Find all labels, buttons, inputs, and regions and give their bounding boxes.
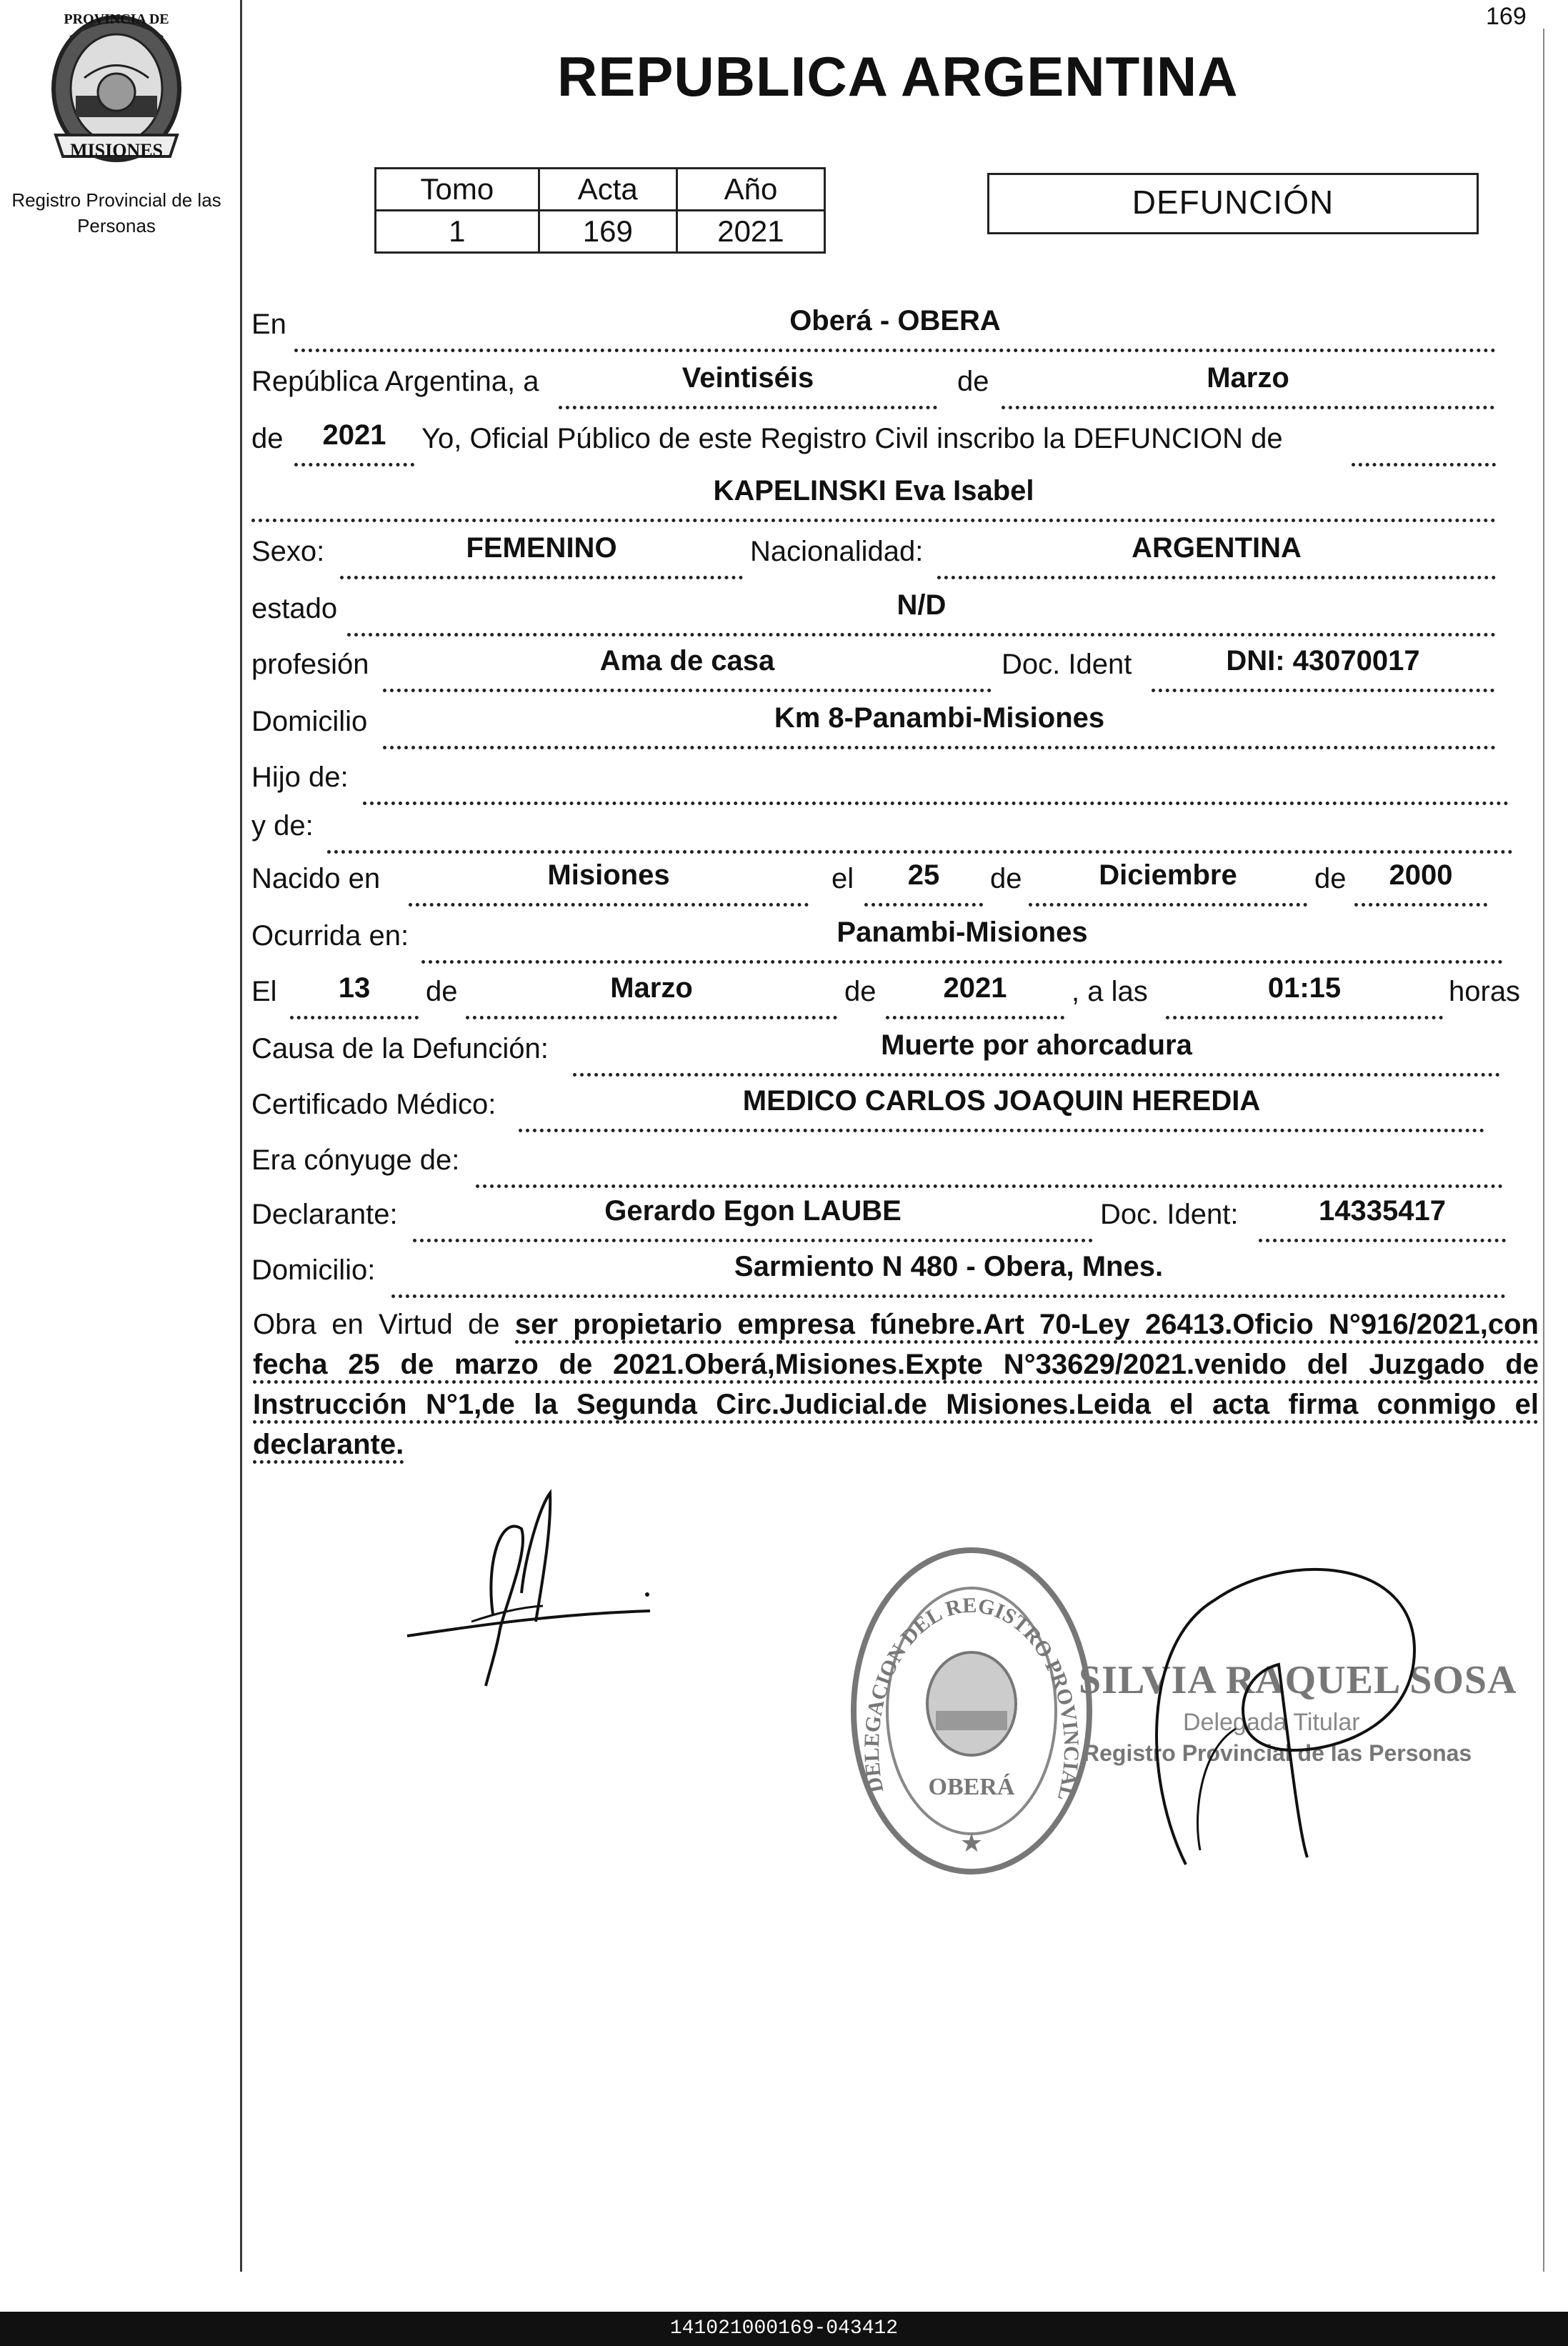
value-anio: 2021 bbox=[676, 211, 824, 253]
field-declarante-domicilio: Sarmiento N 480 - Obera, Mnes. bbox=[391, 1250, 1506, 1298]
field-causa: Muerte por ahorcadura bbox=[573, 1029, 1500, 1077]
field-certificado: MEDICO CARLOS JOAQUIN HEREDIA bbox=[519, 1084, 1484, 1132]
label-estado: estado bbox=[251, 593, 338, 624]
field-deceased-name: KAPELINSKI Eva Isabel bbox=[251, 474, 1496, 522]
label-domicilio: Domicilio bbox=[251, 706, 368, 737]
label-nacionalidad: Nacionalidad: bbox=[750, 536, 924, 567]
label-certificado: Certificado Médico: bbox=[251, 1089, 496, 1120]
field-birth-year: 2000 bbox=[1354, 859, 1487, 907]
seal-ring-text: DELEGACION DEL REGISTRO PROVINCIAL bbox=[859, 1593, 1084, 1802]
page-title: REPUBLICA ARGENTINA bbox=[557, 45, 1239, 108]
official-role: Delegada Titular bbox=[1183, 1709, 1360, 1736]
seal-star-icon: ★ bbox=[959, 1828, 984, 1857]
label-sexo: Sexo: bbox=[251, 536, 325, 567]
field-conyuge bbox=[476, 1140, 1503, 1188]
document-type-box: DEFUNCIÓN bbox=[987, 173, 1479, 234]
right-margin-line bbox=[1543, 29, 1544, 2272]
label-y-de: y de: bbox=[251, 810, 314, 842]
field-inscribo-tail bbox=[1352, 419, 1496, 466]
seal-city-text: OBERÁ bbox=[928, 1774, 1015, 1800]
value-acta: 169 bbox=[539, 211, 676, 253]
field-nacionalidad: ARGENTINA bbox=[937, 531, 1496, 579]
label-republica: República Argentina, a bbox=[251, 366, 539, 397]
field-declarante: Gerardo Egon LAUBE bbox=[413, 1194, 1093, 1242]
official-signature bbox=[1114, 1536, 1443, 1882]
field-birth-place: Misiones bbox=[409, 859, 809, 907]
inscription-text: Yo, Oficial Público de este Registro Civil inscribo la DEFUNCION de bbox=[421, 423, 1283, 454]
label-death-de2: de bbox=[844, 976, 877, 1007]
official-name: SILVIA RAQUEL SOSA bbox=[1079, 1658, 1517, 1702]
field-en: Oberá - OBERA bbox=[294, 304, 1496, 352]
header-tomo: Tomo bbox=[376, 169, 539, 211]
field-year: 2021 bbox=[294, 419, 414, 466]
page-number: 169 bbox=[1486, 3, 1527, 30]
label-declarante-domicilio: Domicilio: bbox=[251, 1254, 376, 1286]
field-birth-month: Diciembre bbox=[1029, 859, 1307, 907]
field-sexo: FEMENINO bbox=[340, 531, 743, 579]
field-death-month: Marzo bbox=[466, 972, 837, 1019]
label-ocurrida: Ocurrida en: bbox=[251, 920, 409, 952]
field-month: Marzo bbox=[1002, 361, 1494, 409]
label-hijo-de: Hijo de: bbox=[251, 762, 349, 793]
obra-lead: Obra en Virtud de bbox=[253, 1309, 500, 1340]
declarant-signature bbox=[400, 1486, 671, 1704]
label-en: En bbox=[251, 309, 286, 340]
field-death-year: 2021 bbox=[886, 972, 1064, 1019]
official-seal bbox=[843, 1543, 1100, 1882]
obra-text: ser propietario empresa fúnebre.Art 70-Ley 26413.Oficio N°916/2021,con fecha 25 de marzo de 2021.Oberá,Misiones.Expte N°33629/2021.venido del Juzgado de Instrucción N°1,de la Segunda Circ.Judicial.de Misiones.Leida el acta firma conmigo el declarante. bbox=[253, 1309, 1539, 1464]
label-death-de1: de bbox=[426, 976, 458, 1007]
field-estado: N/D bbox=[347, 589, 1496, 637]
field-declarante-doc: 14335417 bbox=[1259, 1194, 1506, 1242]
footer-code: 141021000169-043412 bbox=[0, 2312, 1568, 2346]
label-birth-de2: de bbox=[1314, 863, 1347, 894]
field-y-de bbox=[327, 806, 1513, 854]
label-causa: Causa de la Defunción: bbox=[251, 1033, 549, 1064]
field-death-time: 01:15 bbox=[1166, 972, 1443, 1019]
field-birth-day: 25 bbox=[864, 859, 983, 907]
label-declarante: Declarante: bbox=[251, 1199, 398, 1230]
label-declarante-doc: Doc. Ident: bbox=[1100, 1199, 1239, 1230]
label-de: de bbox=[957, 366, 989, 397]
field-ocurrida: Panambi-Misiones bbox=[421, 916, 1503, 964]
label-nacido-en: Nacido en bbox=[251, 863, 381, 894]
field-domicilio: Km 8-Panambi-Misiones bbox=[383, 702, 1496, 749]
field-day-word: Veintiséis bbox=[559, 361, 937, 409]
label-conyuge: Era cónyuge de: bbox=[251, 1144, 460, 1176]
registry-name: Registro Provincial de las Personas bbox=[11, 189, 221, 236]
value-tomo: 1 bbox=[376, 211, 539, 253]
label-a-las: , a las bbox=[1072, 976, 1148, 1007]
label-doc-ident: Doc. Ident bbox=[1002, 649, 1132, 680]
left-margin-line bbox=[240, 0, 242, 2272]
logo-ring-text: PROVINCIA DE bbox=[64, 11, 169, 27]
label-de-year: de bbox=[251, 423, 284, 454]
label-death-el: El bbox=[251, 976, 277, 1007]
field-hijo-de bbox=[363, 757, 1509, 805]
label-birth-el: el bbox=[832, 863, 854, 894]
field-profesion: Ama de casa bbox=[383, 644, 992, 692]
obra-paragraph bbox=[253, 1304, 1539, 1464]
official-office: Registro Provincial de las Personas bbox=[1083, 1740, 1472, 1766]
label-profesion: profesión bbox=[251, 649, 369, 680]
header-acta: Acta bbox=[539, 169, 676, 211]
label-horas: horas bbox=[1449, 976, 1521, 1007]
record-table bbox=[374, 167, 826, 254]
logo-banner-text: MISIONES bbox=[69, 140, 164, 161]
label-birth-de1: de bbox=[990, 863, 1022, 894]
field-death-day: 13 bbox=[290, 972, 419, 1019]
field-doc-ident: DNI: 43070017 bbox=[1152, 644, 1494, 692]
header-anio: Año bbox=[676, 169, 824, 211]
